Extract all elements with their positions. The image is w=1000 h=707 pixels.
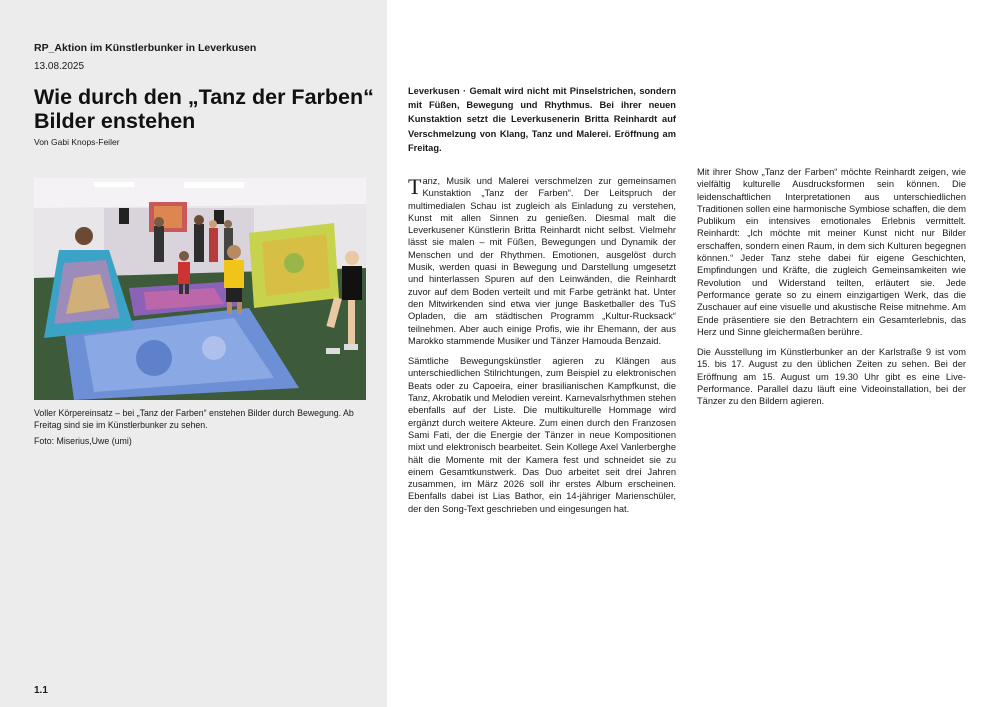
body-paragraph-3: Mit ihrer Show „Tanz der Farben“ möchte Reinhardt zeigen, wie vielfältig kulturelle Ausdrucksformen sein können. Die leidenschaftlichen Interpretationen aus unterschiedlichen Traditionen sollen eine harmonische Symbiose schaffen, die dem Publikum ein intensives emotionales Erlebnis vermittelt. Reinhardt: „Ich möchte mit meiner Kunst nicht nur Bilder erschaffen, sondern einen Raum, in dem sich Kulturen begegnen können.“ Jeder Tanz stehe dabei für eigene Geschichten, Empfindungen und Kräfte, die zugleich Gemeinsamkeiten wie Revolution und Widerstand teilten, erläutert sie. Jede Performance gerate so zu einem einzigartigen Werk, das die Zuschauer auf eine visuelle und akustische Reise mitnehme. Am Ende präsentiere sie den Betrachtern ein Gesamterlebnis, das Herz und Sinne gleichermaßen berühre. — [697, 167, 966, 337]
article-lead: Leverkusen · Gemalt wird nicht mit Pinselstrichen, sondern mit Füßen, Bewegung und Rhythmus. Bei ihrer neuen Kunstaktion setzt die Leverkusenerin Britta Reinhardt auf Verschmelzung von Klang, Tanz und Malerei. Eröffnung am Freitag. — [408, 86, 676, 153]
page-number: 1.1 — [34, 685, 48, 696]
photo-caption: Voller Körpereinsatz – bei „Tanz der Farben“ enstehen Bilder durch Bewegung. Ab Freitag sind sie im Künstlerbunker zu sehen. — [34, 408, 354, 431]
headline: Wie durch den „Tanz der Farben“ Bilder enstehen — [34, 85, 374, 133]
publication-date: 13.08.2025 — [34, 61, 85, 72]
body-paragraph-1-text: anz, Musik und Malerei verschmelzen zur gemeinsamen Kunstaktion „Tanz der Farben“. Der Leitspruch der multimedialen Schau ist zugleich als Einladung zu verstehen, Kunst mit allen Sinnen zu genießen. Diesmal malt die Leverkusener Künstlerin Britta Reinhardt nicht selbst. Vielmehr lässt sie malen – mit Füßen, Bewegungen und Dynamik der Menschen und der Rhythmen. Emotionen, ausgelöst durch Musik, werden quasi in Bewegung und Darstellung umgesetzt und hinterlassen Spuren auf den Leinwänden, die Reinhardt zuvor auf dem Boden verteilt und mit Farbe getränkt hat. Unter den Mitwirkenden sind etwa vier junge Basketballer des TuS Opladen, die am städtischen Programm „Kultur-Rucksack“ teilnehmen. Aber auch einige Profis, wie ihr Ehemann, der aus Marokko stammende Musiker und Tänzer Hamouda Benzaid. — [408, 176, 676, 346]
body-column-1 — [408, 175, 676, 523]
body-paragraph-2: Sämtliche Bewegungskünstler agieren zu Klängen aus unterschiedlichen Stilrichtungen, zum Beispiel zu elektronischen Beats oder zu Capoeira, einer brasilianischen Kampfkunst, die Tanz, Akrobatik und Melodien vereint. Karnevalsrhythmen stehen ebenfalls auf der Liste. Die multikulturelle Hommage wird ergänzt durch weitere Akteure. Zum einen durch den Franzosen Sami Fati, der die Energie der Tänzer in neue Kompositionen mixt und elektronisch bearbeitet. Sein Kollege Axel Vanlerberghe hält die Momente mit der Kamera fest und schneidet sie zu einem Gesamtkunstwerk. Das Duo arbeitet seit drei Jahren zusammen, im März 2026 soll ihr erstes Album erscheinen. Ebenfalls dabei ist Lias Bathor, ein 14-jähriger Marienschüler, der den Song-Text geschrieben und eingesungen hat. — [408, 356, 676, 514]
source-line: RP_Aktion im Künstlerbunker in Leverkusen — [34, 42, 257, 54]
body-paragraph-1 — [408, 175, 676, 347]
article-photo — [34, 178, 366, 400]
body-paragraph-4: Die Ausstellung im Künstlerbunker an der Karlstraße 9 ist vom 15. bis 17. August zu den üblichen Zeiten zu sehen. Bei der Eröffnung am 15. August um 19.30 Uhr gibt es eine Live-Performance. Parallel dazu läuft eine Videoinstallation, bei der Tänzer zu den Bildern agieren. — [697, 347, 966, 407]
body-column-2 — [697, 166, 966, 416]
photo-credit: Foto: Miserius,Uwe (umi) — [34, 436, 132, 446]
author-byline: Von Gabi Knops-Feiler — [34, 137, 120, 147]
drop-cap: T — [408, 174, 422, 199]
